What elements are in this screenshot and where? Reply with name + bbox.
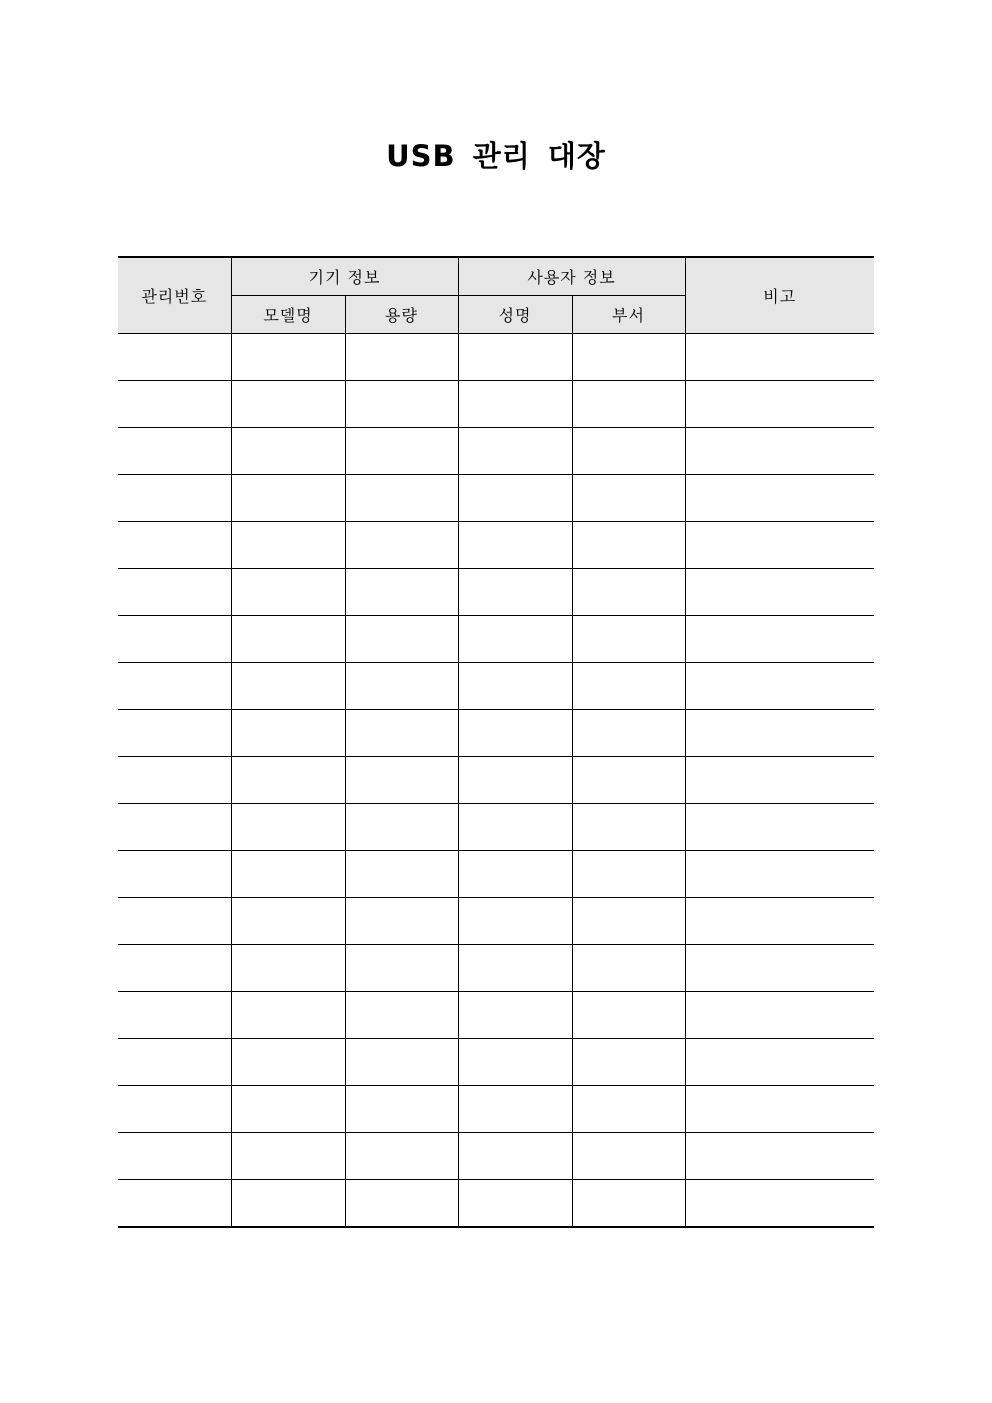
header-capacity: 용량 bbox=[345, 296, 458, 334]
department-cell[interactable] bbox=[572, 851, 685, 898]
table-row bbox=[118, 381, 874, 428]
table-row bbox=[118, 1039, 874, 1086]
management-no-cell[interactable] bbox=[118, 945, 231, 992]
remarks-cell[interactable] bbox=[685, 428, 874, 475]
model-name-cell[interactable] bbox=[231, 616, 345, 663]
model-name-cell[interactable] bbox=[231, 663, 345, 710]
management-no-cell[interactable] bbox=[118, 569, 231, 616]
name-cell[interactable] bbox=[458, 334, 572, 381]
management-no-cell[interactable] bbox=[118, 1039, 231, 1086]
remarks-cell[interactable] bbox=[685, 1133, 874, 1180]
table-row bbox=[118, 1180, 874, 1228]
model-name-cell[interactable] bbox=[231, 428, 345, 475]
model-name-cell[interactable] bbox=[231, 710, 345, 757]
department-cell[interactable] bbox=[572, 334, 685, 381]
remarks-cell[interactable] bbox=[685, 710, 874, 757]
management-no-cell[interactable] bbox=[118, 757, 231, 804]
model-name-cell[interactable] bbox=[231, 851, 345, 898]
management-no-cell[interactable] bbox=[118, 851, 231, 898]
remarks-cell[interactable] bbox=[685, 663, 874, 710]
management-no-cell[interactable] bbox=[118, 616, 231, 663]
header-user-info: 사용자 정보 bbox=[458, 257, 685, 296]
name-cell[interactable] bbox=[458, 851, 572, 898]
capacity-cell[interactable] bbox=[345, 804, 458, 851]
table-row bbox=[118, 569, 874, 616]
table-row bbox=[118, 522, 874, 569]
capacity-cell[interactable] bbox=[345, 710, 458, 757]
management-no-cell[interactable] bbox=[118, 334, 231, 381]
department-cell[interactable] bbox=[572, 428, 685, 475]
header-management-no: 관리번호 bbox=[118, 257, 231, 334]
remarks-cell[interactable] bbox=[685, 1086, 874, 1133]
table-row bbox=[118, 334, 874, 381]
table-row bbox=[118, 475, 874, 522]
table-row bbox=[118, 1086, 874, 1133]
model-name-cell[interactable] bbox=[231, 1180, 345, 1228]
capacity-cell[interactable] bbox=[345, 522, 458, 569]
capacity-cell[interactable] bbox=[345, 1086, 458, 1133]
management-no-cell[interactable] bbox=[118, 992, 231, 1039]
department-cell[interactable] bbox=[572, 381, 685, 428]
management-no-cell[interactable] bbox=[118, 710, 231, 757]
department-cell[interactable] bbox=[572, 663, 685, 710]
capacity-cell[interactable] bbox=[345, 569, 458, 616]
table-row bbox=[118, 851, 874, 898]
capacity-cell[interactable] bbox=[345, 757, 458, 804]
department-cell[interactable] bbox=[572, 945, 685, 992]
header-remarks: 비고 bbox=[685, 257, 874, 334]
name-cell[interactable] bbox=[458, 898, 572, 945]
department-cell[interactable] bbox=[572, 1133, 685, 1180]
remarks-cell[interactable] bbox=[685, 616, 874, 663]
name-cell[interactable] bbox=[458, 1180, 572, 1228]
name-cell[interactable] bbox=[458, 569, 572, 616]
table-row bbox=[118, 616, 874, 663]
department-cell[interactable] bbox=[572, 992, 685, 1039]
usb-ledger-table bbox=[118, 256, 874, 1228]
capacity-cell[interactable] bbox=[345, 616, 458, 663]
management-no-cell[interactable] bbox=[118, 1086, 231, 1133]
capacity-cell[interactable] bbox=[345, 1180, 458, 1228]
model-name-cell[interactable] bbox=[231, 804, 345, 851]
remarks-cell[interactable] bbox=[685, 569, 874, 616]
department-cell[interactable] bbox=[572, 1039, 685, 1086]
department-cell[interactable] bbox=[572, 522, 685, 569]
name-cell[interactable] bbox=[458, 522, 572, 569]
model-name-cell[interactable] bbox=[231, 757, 345, 804]
table-row bbox=[118, 898, 874, 945]
management-no-cell[interactable] bbox=[118, 898, 231, 945]
capacity-cell[interactable] bbox=[345, 381, 458, 428]
model-name-cell[interactable] bbox=[231, 945, 345, 992]
department-cell[interactable] bbox=[572, 569, 685, 616]
model-name-cell[interactable] bbox=[231, 1133, 345, 1180]
name-cell[interactable] bbox=[458, 757, 572, 804]
table-row bbox=[118, 757, 874, 804]
name-cell[interactable] bbox=[458, 710, 572, 757]
header-name: 성명 bbox=[458, 296, 572, 334]
management-no-cell[interactable] bbox=[118, 1180, 231, 1228]
name-cell[interactable] bbox=[458, 381, 572, 428]
remarks-cell[interactable] bbox=[685, 992, 874, 1039]
management-no-cell[interactable] bbox=[118, 804, 231, 851]
model-name-cell[interactable] bbox=[231, 569, 345, 616]
remarks-cell[interactable] bbox=[685, 804, 874, 851]
department-cell[interactable] bbox=[572, 757, 685, 804]
table-row bbox=[118, 992, 874, 1039]
capacity-cell[interactable] bbox=[345, 1039, 458, 1086]
management-no-cell[interactable] bbox=[118, 663, 231, 710]
remarks-cell[interactable] bbox=[685, 522, 874, 569]
management-no-cell[interactable] bbox=[118, 428, 231, 475]
name-cell[interactable] bbox=[458, 804, 572, 851]
department-cell[interactable] bbox=[572, 710, 685, 757]
capacity-cell[interactable] bbox=[345, 898, 458, 945]
remarks-cell[interactable] bbox=[685, 757, 874, 804]
document-title: USB 관리 대장 bbox=[386, 139, 606, 173]
capacity-cell[interactable] bbox=[345, 475, 458, 522]
department-cell[interactable] bbox=[572, 1180, 685, 1228]
name-cell[interactable] bbox=[458, 1086, 572, 1133]
department-cell[interactable] bbox=[572, 475, 685, 522]
remarks-cell[interactable] bbox=[685, 381, 874, 428]
table-row bbox=[118, 945, 874, 992]
model-name-cell[interactable] bbox=[231, 522, 345, 569]
remarks-cell[interactable] bbox=[685, 851, 874, 898]
name-cell[interactable] bbox=[458, 616, 572, 663]
header-device-info: 기기 정보 bbox=[231, 257, 458, 296]
header-department: 부서 bbox=[572, 296, 685, 334]
management-no-cell[interactable] bbox=[118, 522, 231, 569]
name-cell[interactable] bbox=[458, 1133, 572, 1180]
model-name-cell[interactable] bbox=[231, 1086, 345, 1133]
remarks-cell[interactable] bbox=[685, 1039, 874, 1086]
capacity-cell[interactable] bbox=[345, 992, 458, 1039]
model-name-cell[interactable] bbox=[231, 475, 345, 522]
capacity-cell[interactable] bbox=[345, 851, 458, 898]
table-row bbox=[118, 1133, 874, 1180]
table-row bbox=[118, 428, 874, 475]
table-body bbox=[118, 334, 874, 1228]
capacity-cell[interactable] bbox=[345, 334, 458, 381]
model-name-cell[interactable] bbox=[231, 381, 345, 428]
capacity-cell[interactable] bbox=[345, 663, 458, 710]
model-name-cell[interactable] bbox=[231, 334, 345, 381]
name-cell[interactable] bbox=[458, 1039, 572, 1086]
capacity-cell[interactable] bbox=[345, 1133, 458, 1180]
name-cell[interactable] bbox=[458, 475, 572, 522]
remarks-cell[interactable] bbox=[685, 945, 874, 992]
name-cell[interactable] bbox=[458, 945, 572, 992]
management-no-cell[interactable] bbox=[118, 475, 231, 522]
table-row bbox=[118, 710, 874, 757]
department-cell[interactable] bbox=[572, 804, 685, 851]
department-cell[interactable] bbox=[572, 898, 685, 945]
model-name-cell[interactable] bbox=[231, 992, 345, 1039]
model-name-cell[interactable] bbox=[231, 1039, 345, 1086]
remarks-cell[interactable] bbox=[685, 898, 874, 945]
table-row bbox=[118, 663, 874, 710]
remarks-cell[interactable] bbox=[685, 334, 874, 381]
department-cell[interactable] bbox=[572, 616, 685, 663]
table-row bbox=[118, 804, 874, 851]
name-cell[interactable] bbox=[458, 428, 572, 475]
name-cell[interactable] bbox=[458, 663, 572, 710]
remarks-cell[interactable] bbox=[685, 475, 874, 522]
table-header bbox=[118, 257, 874, 334]
header-model-name: 모델명 bbox=[231, 296, 345, 334]
capacity-cell[interactable] bbox=[345, 945, 458, 992]
management-no-cell[interactable] bbox=[118, 1133, 231, 1180]
management-no-cell[interactable] bbox=[118, 381, 231, 428]
name-cell[interactable] bbox=[458, 992, 572, 1039]
capacity-cell[interactable] bbox=[345, 428, 458, 475]
department-cell[interactable] bbox=[572, 1086, 685, 1133]
model-name-cell[interactable] bbox=[231, 898, 345, 945]
remarks-cell[interactable] bbox=[685, 1180, 874, 1228]
